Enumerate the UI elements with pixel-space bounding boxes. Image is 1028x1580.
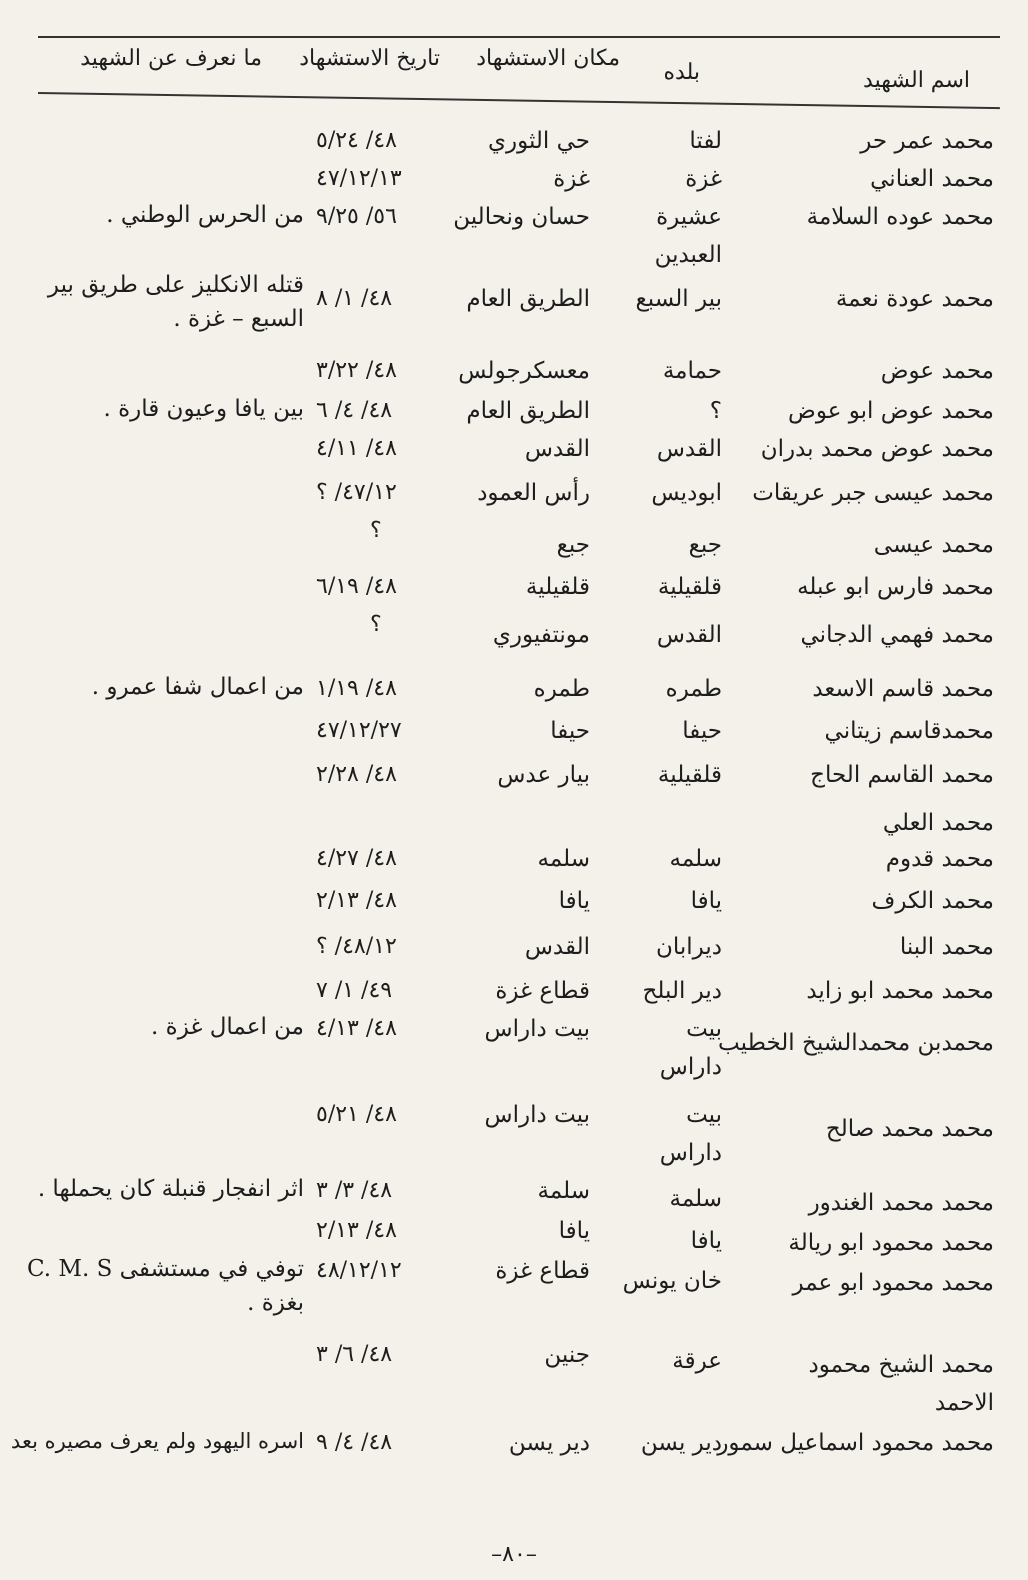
row-town: حمامة xyxy=(662,358,722,384)
row-notes: اثر انفجار قنبلة كان يحملها . xyxy=(37,1176,304,1202)
row-town: دير يسن xyxy=(640,1430,722,1456)
row-town: سلمه xyxy=(669,846,722,872)
row-name: محمد فارس ابو عبله xyxy=(797,574,994,600)
row-town: بيت داراس xyxy=(659,1102,722,1166)
row-date: ٤٨/ ٤/١٣ xyxy=(316,1016,397,1041)
row-name: محمدبن محمدالشيخ الخطيب xyxy=(718,1030,994,1056)
row-place: دير يسن xyxy=(508,1430,590,1456)
row-name: محمد محمد الغندور xyxy=(808,1190,994,1216)
row-date: ٤٨/ ٣/ ٣ xyxy=(316,1178,393,1203)
row-town: عشيرة العبدين xyxy=(654,204,722,268)
row-date: ٤٨/ ٤/١١ xyxy=(316,436,397,461)
row-date: ٤٧/١٢/ ؟ xyxy=(316,480,397,505)
row-date: ٤٨/ ٢/١٣ xyxy=(316,888,397,913)
row-date: ٤٨/ ٥/٢١ xyxy=(316,1102,397,1127)
row-name: محمد عودة نعمة xyxy=(835,286,994,312)
row-name: محمد محمد ابو زايد xyxy=(806,978,994,1004)
row-town: حيفا xyxy=(682,718,722,744)
row-place: مونتفيوري xyxy=(492,622,590,648)
row-name: محمد عوض محمد بدران xyxy=(760,436,994,462)
row-place: طمره xyxy=(533,676,590,702)
row-name: محمد القاسم الحاج xyxy=(810,762,994,788)
row-name: محمد قاسم الاسعد xyxy=(812,676,994,702)
row-name: محمد قدوم xyxy=(885,846,994,872)
row-date: ٤٨/ ٦/١٩ xyxy=(316,574,397,599)
row-town: يافا xyxy=(690,888,722,914)
row-town: ديرابان xyxy=(655,934,722,960)
row-town: القدس xyxy=(656,622,722,648)
row-town: لفتا xyxy=(689,128,722,154)
row-notes: من اعمال شفا عمرو . xyxy=(91,674,304,700)
row-place: معسكرجولس xyxy=(458,358,590,384)
row-place: بيت داراس xyxy=(484,1016,590,1042)
row-notes: توفي في مستشفى C. M. S بغزة . xyxy=(27,1256,304,1316)
row-date: ٤٨/ ١/ ٨ xyxy=(316,286,393,311)
row-name: محمد العلي xyxy=(882,810,994,836)
row-name: محمد محمد صالح xyxy=(825,1116,994,1142)
row-town: يافا xyxy=(690,1228,722,1254)
row-town: ؟ xyxy=(709,398,722,424)
header-name: اسم الشهيد xyxy=(863,68,970,93)
row-place: سلمه xyxy=(537,846,590,872)
row-town: طمره xyxy=(665,676,722,702)
row-town: بيت داراس xyxy=(659,1016,722,1080)
row-name: محمد البنا xyxy=(899,934,994,960)
row-place: القدس xyxy=(524,436,590,462)
row-date: ٤٨/ ٤/٢٧ xyxy=(316,846,397,871)
row-date: ٤٧/١٢/٢٧ xyxy=(316,718,402,743)
row-place: قطاع غزة xyxy=(495,1258,590,1284)
row-town: ابوديس xyxy=(651,480,722,506)
row-name: محمد عوده السلامة xyxy=(806,204,994,230)
row-place: بيار عدس xyxy=(497,762,590,788)
row-place: الطريق العام xyxy=(466,398,590,424)
row-town: دير البلح xyxy=(642,978,722,1004)
row-notes: من اعمال غزة . xyxy=(151,1014,304,1040)
row-notes: اسره اليهود ولم يعرف مصيره بعد xyxy=(10,1429,304,1453)
row-place: بيت داراس xyxy=(484,1102,590,1128)
row-town: جبع xyxy=(688,532,722,558)
row-date: ٤٨/١٢/ ؟ xyxy=(316,934,397,959)
row-date: ٤٨/ ٢/٢٨ xyxy=(316,762,397,787)
row-town: القدس xyxy=(656,436,722,462)
row-notes: من الحرس الوطني . xyxy=(106,202,304,228)
row-date: ٤٨/ ٥/٢٤ xyxy=(316,128,397,153)
row-name: محمد عيسى جبر عريقات xyxy=(752,480,994,506)
row-date: ٤٨/ ٢/١٣ xyxy=(316,1218,397,1243)
row-date: ٤٨/ ٣/٢٢ xyxy=(316,358,397,383)
row-place: حيفا xyxy=(550,718,590,744)
row-town: قلقيلية xyxy=(657,762,722,788)
row-place: قطاع غزة xyxy=(495,978,590,1004)
row-place: قلقيلية xyxy=(525,574,590,600)
row-date: ٤٧/١٢/١٣ xyxy=(316,166,402,191)
row-date: ٤٨/ ٦/ ٣ xyxy=(316,1342,393,1367)
row-name: محمدقاسم زيتاني xyxy=(824,718,994,744)
row-place: يافا xyxy=(558,1218,590,1244)
header-date: تاريخ الاستشهاد xyxy=(299,46,440,71)
row-name: محمد عيسى xyxy=(873,532,994,558)
row-town: سلمة xyxy=(669,1186,722,1212)
row-place: القدس xyxy=(524,934,590,960)
row-name: محمد فهمي الدجاني xyxy=(800,622,994,648)
row-place: حسان ونحالين xyxy=(453,204,590,230)
row-town: قلقيلية xyxy=(657,574,722,600)
row-date: ٤٨/١٢/١٢ xyxy=(316,1258,402,1283)
row-place: حي الثوري xyxy=(487,128,590,154)
row-name: محمد الشيخ محمود الاحمد xyxy=(808,1352,994,1416)
row-date: ٤٨/ ٤/ ٦ xyxy=(316,398,393,423)
row-place: سلمة xyxy=(537,1178,590,1204)
row-date: ٤٨/ ١/١٩ xyxy=(316,676,397,701)
header-place: مكان الاستشهاد xyxy=(476,46,620,71)
row-name: محمد عوض xyxy=(880,358,994,384)
header-notes: ما نعرف عن الشهيد xyxy=(80,46,262,71)
row-name: محمد محمود ابو ريالة xyxy=(788,1230,994,1256)
row-town: عرقة xyxy=(672,1348,722,1374)
row-name: محمد الكرف xyxy=(871,888,994,914)
row-place: رأس العمود xyxy=(477,480,590,506)
row-name: محمد العناني xyxy=(870,166,994,192)
row-date: ؟ xyxy=(370,518,382,543)
row-town: غزة xyxy=(685,166,722,192)
row-place: غزة xyxy=(553,166,590,192)
header-town: بلده xyxy=(663,60,700,85)
row-name: محمد عوض ابو عوض xyxy=(788,398,994,424)
row-place: الطريق العام xyxy=(466,286,590,312)
row-name: محمد محمود اسماعيل سمور xyxy=(717,1430,994,1456)
row-place: جبع xyxy=(556,532,590,558)
row-place: يافا xyxy=(558,888,590,914)
row-town: بير السبع xyxy=(635,286,722,312)
row-name: محمد محمود ابو عمر xyxy=(792,1270,994,1296)
row-date: ؟ xyxy=(370,612,382,637)
row-notes: قتله الانكليز على طريق بير السبع – غزة . xyxy=(47,272,304,332)
row-place: جنين xyxy=(544,1342,590,1368)
row-date: ٤٩/ ١/ ٧ xyxy=(316,978,393,1003)
row-town: خان يونس xyxy=(622,1268,722,1294)
row-name: محمد عمر حر xyxy=(860,128,994,154)
page-number: –٨٠– xyxy=(491,1542,537,1567)
row-date: ٤٨/ ٤/ ٩ xyxy=(316,1430,393,1455)
row-date: ٥٦/ ٩/٢٥ xyxy=(316,204,397,229)
row-notes: بين يافا وعيون قارة . xyxy=(103,396,304,422)
